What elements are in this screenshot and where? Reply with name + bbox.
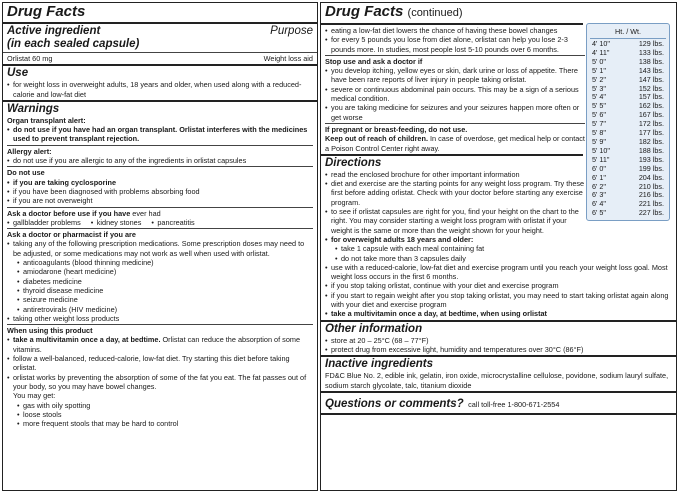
divider [325, 123, 585, 124]
continued-title-text: Drug Facts [325, 3, 404, 20]
askdoc-heading: Ask a doctor before use if you have [7, 208, 131, 218]
inactive-text: FD&C Blue No. 2, edible ink, gelatin, iron oxide, microcrystalline cellulose, povidone, sodium lauryl sulfate, sodium starch glycolate, talc, titanium dioxide [325, 371, 669, 390]
list-item: • if you are taking cyclosporine [7, 178, 313, 187]
divider [7, 145, 313, 146]
directions-continued [325, 235, 672, 319]
list-item: • if you have been diagnosed with problems absorbing food [7, 187, 313, 196]
list-item: • kidney stones [91, 218, 142, 227]
askdoc-list [7, 218, 313, 227]
list-item: • eating a low-fat diet lowers the chance of having these bowel changes [325, 26, 585, 35]
height-cell: 5' 0" [592, 56, 606, 66]
continued-label: (continued) [407, 7, 463, 19]
divider [321, 413, 676, 415]
divider [7, 166, 313, 167]
list-item: • severe or continuous abdominal pain occurs. This may be a sign of a serious medical condition. [325, 85, 585, 104]
list-item: • if you are not overweight [7, 196, 313, 205]
height-cell: 6' 2" [592, 181, 606, 191]
divider [321, 320, 676, 322]
divider [321, 154, 583, 156]
reach-warning-bold: Keep out of reach of children. [325, 134, 428, 144]
purpose-label: Purpose [270, 25, 313, 37]
weight-cell: 204 lbs. [638, 172, 664, 182]
questions-heading: Questions or comments? [325, 397, 464, 410]
allergy-heading: Allergy alert: [7, 146, 52, 156]
use-heading: Use [7, 67, 29, 80]
list-item: • you are taking medicine for seizures and your seizures happen more often or get worse [325, 103, 585, 122]
askpharm-text: • taking any of the following prescription medications. Some prescription doses may need to be adjusted, or some medications may not work as well when used with orlistat. [7, 239, 313, 258]
askpharm-heading: Ask a doctor or pharmacist if you are [7, 230, 136, 240]
reach-warning-rest: In case of overdose, get medical help or contact a Poison Control Center right away. [325, 134, 585, 153]
ingredient-row [7, 54, 313, 63]
height-cell: 5' 2" [592, 74, 606, 84]
pregnancy-warning: If pregnant or breast-feeding, do not use. [325, 124, 468, 134]
divider [3, 64, 317, 66]
weight-cell: 143 lbs. [638, 65, 664, 75]
divider [321, 23, 583, 25]
drug-facts-left-panel [2, 2, 318, 491]
height-cell: 6' 4" [592, 199, 606, 209]
height-cell: 5' 3" [592, 83, 606, 93]
height-cell: 4' 10" [592, 39, 610, 48]
height-cell: 5' 5" [592, 101, 606, 111]
list-item: • gallbladder problems [7, 218, 81, 227]
questions-row [325, 394, 672, 412]
list-item: • if you stop taking orlistat, continue with your diet and exercise program [325, 281, 672, 290]
height-cell: 6' 3" [592, 190, 606, 200]
active-ingredient-label: Active ingredient [7, 25, 101, 37]
list-item: • diet and exercise are the starting points for any weight loss program. Try these first before adding orlistat. Check with your doctor before starting any exercise program. [325, 179, 587, 207]
questions-text: call toll-free 1-800-671-2554 [468, 399, 560, 409]
list-item: • read the enclosed brochure for other important information [325, 170, 587, 179]
list-item: • gas with oily spotting [7, 401, 313, 410]
ingredient-purpose: Weight loss aid [263, 54, 313, 63]
weight-cell: 162 lbs. [638, 101, 664, 111]
donot-heading: Do not use [7, 168, 45, 178]
drug-facts-right-panel [320, 2, 677, 491]
when-item-1-rest: Orlistat can reduce the absorption of some vitamins. [13, 335, 301, 354]
weight-cell: 199 lbs. [638, 163, 664, 173]
divider [321, 391, 676, 393]
divider [3, 52, 317, 53]
divider [3, 100, 317, 102]
list-item: • anticoagulants (blood thinning medicine) [7, 258, 313, 267]
list-item: • take 1 capsule with each meal containing fat [325, 244, 672, 253]
use-text: • for weight loss in overweight adults, 18 years and older, when used along with a reduced-calorie and low-fat diet [7, 80, 313, 99]
height-cell: 6' 1" [592, 172, 606, 182]
weight-cell: 210 lbs. [638, 181, 664, 191]
height-cell: 5' 7" [592, 119, 606, 129]
height-weight-rows [590, 40, 666, 218]
when-item-3: • orlistat works by preventing the absorption of some of the fat you eat. The fat passes out of your body, so you may have bowel changes. [7, 373, 313, 392]
askdoc-suffix: ever had [130, 208, 161, 218]
page-title: Drug Facts [7, 3, 86, 20]
weight-cell: 133 lbs. [638, 47, 664, 57]
height-cell: 5' 8" [592, 128, 606, 138]
may-get-label: You may get: [13, 391, 56, 401]
list-item: • protect drug from excessive light, humidity and temperatures over 30°C (86°F) [325, 345, 672, 354]
height-weight-table [586, 23, 670, 221]
weight-cell: 147 lbs. [638, 74, 664, 84]
height-cell: 4' 11" [592, 47, 610, 57]
divider [7, 228, 313, 229]
weight-cell: 152 lbs. [638, 83, 664, 93]
list-item: • thyroid disease medicine [7, 286, 313, 295]
askdoc-heading-row [7, 209, 313, 218]
inactive-heading: Inactive ingredients [325, 358, 434, 371]
divider [7, 207, 313, 208]
weight-cell: 157 lbs. [638, 92, 664, 102]
other-heading: Other information [325, 322, 423, 335]
continued-title [325, 3, 672, 22]
list-item: • loose stools [7, 410, 313, 419]
list-item: • diabetes medicine [7, 277, 313, 286]
ingredient-name: Orlistat 60 mg [7, 54, 53, 63]
transplant-heading: Organ transplant alert: [7, 115, 86, 125]
list-item: • seizure medicine [7, 295, 313, 304]
when-item-2: • follow a well-balanced, reduced-calorie, low-fat diet. Try starting this diet before taking orlistat. [7, 354, 313, 373]
height-cell: 5' 10" [592, 145, 610, 155]
list-item: • you develop itching, yellow eyes or skin, dark urine or loss of appetite. There have been rare reports of liver injury in people taking orlistat. [325, 66, 585, 85]
when-item-1 [7, 335, 313, 354]
height-cell: 5' 4" [592, 92, 606, 102]
list-item: • do not take more than 3 capsules daily [325, 254, 672, 263]
list-item: • for every 5 pounds you lose from diet alone, orlistat can help you lose 2-3 pounds more. In studies, most people lost 5-10 pounds over 6 months. [325, 35, 585, 54]
list-item: • if you start to regain weight after you stop taking orlistat, you may need to start taking orlistat again along with your diet and exercise program [325, 291, 672, 310]
height-cell: 5' 1" [592, 65, 606, 75]
weight-cell: 182 lbs. [638, 136, 664, 146]
active-ingredient-sublabel: (in each sealed capsule) [7, 38, 140, 50]
warnings-heading: Warnings [7, 102, 60, 115]
weight-cell: 227 lbs. [638, 208, 664, 218]
weight-cell: 221 lbs. [638, 199, 664, 209]
list-item: • to see if orlistat capsules are right for you, find your height on the chart to the right. You may consider starting a weight loss program with orlistat if your weight is the same or more than the weight shown for your height. [325, 207, 587, 235]
list-item: • pancreatitis [151, 218, 194, 227]
weight-cell: 172 lbs. [638, 119, 664, 129]
right-upper-text [325, 26, 585, 153]
directions-heading: Directions [325, 156, 382, 169]
list-item: • more frequent stools that may be hard to control [7, 419, 313, 428]
adults-heading: • for overweight adults 18 years and older: [325, 235, 672, 244]
divider [3, 22, 317, 24]
weight-cell: 177 lbs. [638, 128, 664, 138]
divider [7, 324, 313, 325]
height-cell: 5' 6" [592, 110, 606, 120]
weight-cell: 167 lbs. [638, 110, 664, 120]
multivitamin-item: • take a multivitamin once a day, at bedtime, when using orlistat [325, 309, 672, 318]
height-cell: 6' 5" [592, 208, 606, 218]
when-item-1-bold: take a multivitamin once a day, at bedtime. [13, 335, 161, 345]
stop-heading: Stop use and ask a doctor if [325, 56, 423, 66]
height-cell: 6' 0" [592, 163, 606, 173]
weight-cell: 138 lbs. [638, 56, 664, 66]
list-item: • use with a reduced-calorie, low-fat diet and exercise program until you reach your weight loss goal. Most weight loss occurs in the first 6 months. [325, 263, 672, 282]
divider [321, 355, 676, 357]
when-heading: When using this product [7, 326, 93, 336]
height-weight-header: Ht. / Wt. [590, 26, 666, 39]
table-row [590, 209, 666, 218]
reach-warning [325, 134, 585, 153]
weight-cell: 188 lbs. [638, 145, 664, 155]
transplant-text: • do not use if you have had an organ transplant. Orlistat interferes with the medicines used to prevent transplant rejection. [7, 125, 313, 144]
allergy-text: • do not use if you are allergic to any of the ingredients in orlistat capsules [7, 156, 313, 165]
weight-cell: 193 lbs. [638, 154, 664, 164]
list-item: • antiretrovirals (HIV medicine) [7, 305, 313, 314]
divider [325, 55, 585, 56]
list-item: • taking other weight loss products [7, 314, 313, 323]
list-item: • store at 20 – 25°C (68 – 77°F) [325, 336, 672, 345]
active-ingredient-header [7, 25, 313, 38]
height-cell: 5' 11" [592, 154, 610, 164]
weight-cell: 129 lbs. [638, 39, 664, 48]
list-item: • amiodarone (heart medicine) [7, 267, 313, 276]
directions-section [325, 157, 587, 235]
height-cell: 5' 9" [592, 136, 606, 146]
weight-cell: 216 lbs. [638, 190, 664, 200]
